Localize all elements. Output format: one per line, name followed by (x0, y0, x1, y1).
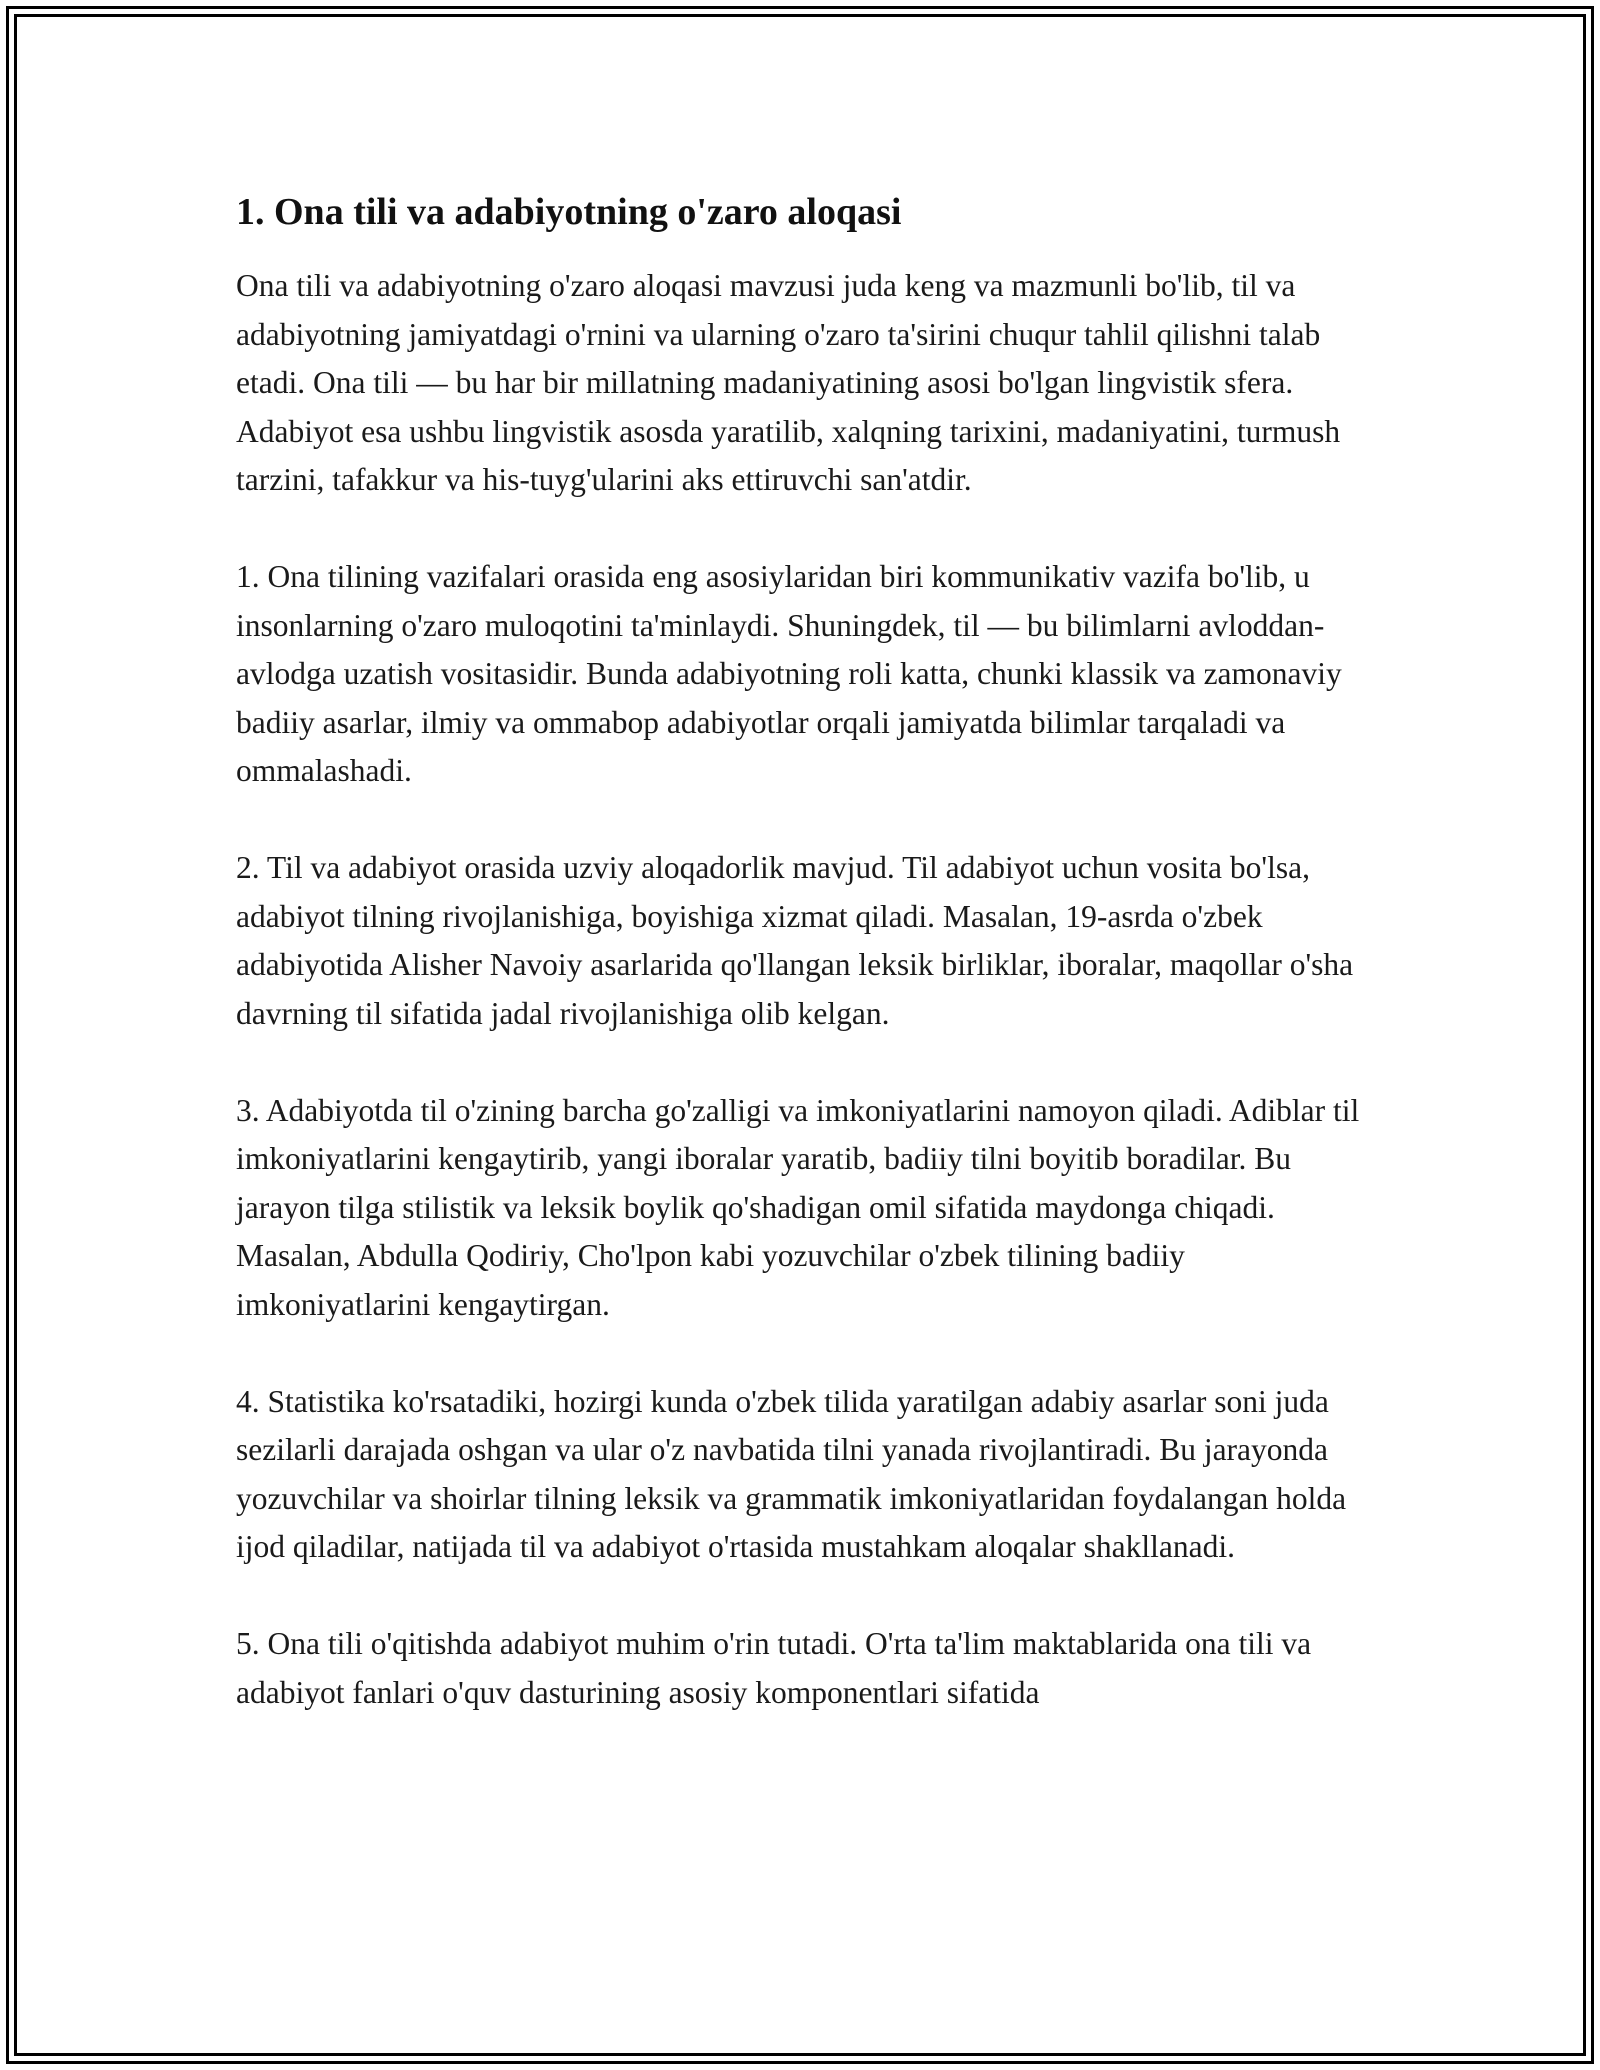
paragraph-intro: Ona tili va adabiyotning o'zaro aloqasi mavzusi juda keng va mazmunli bo'lib, til va adabiyotning jamiyatdagi o'rnini va ularning o'zaro ta'sirini chuqur tahlil qilishni talab etadi. Ona tili — bu har bir millatning madaniyatining asosi bo'lgan lingvistik sfera. Adabiyot esa ushbu lingvistik asosda yaratilib, xalqning tarixini, madaniyatini, turmush tarzini, tafakkur va his-tuyg'ularini aks ettiruvchi san'atdir. (236, 268, 1341, 497)
paragraph-point-1: 1. Ona tilining vazifalari orasida eng asosiylaridan biri kommunikativ vazifa bo'lib, u insonlarning o'zaro muloqotini ta'minlaydi. Shuningdek, til — bu bilimlarni avloddan-avlodga uzatish vositasidir. Bunda adabiyotning roli katta, chunki klassik va zamonaviy badiiy asarlar, ilmiy va ommabop adabiyotlar orqali jamiyatda bilimlar tarqaladi va ommalashadi. (236, 559, 1342, 788)
section-heading: 1. Ona tili va adabiyotning o'zaro aloqasi (236, 191, 902, 233)
paragraph-point-4: 4. Statistika ko'rsatadiki, hozirgi kunda o'zbek tilida yaratilgan adabiy asarlar soni juda sezilarli darajada oshgan va ular o'z navbatida tilni yanada rivojlantiradi. Bu jarayonda yozuvchilar va shoirlar tilning leksik va grammatik imkoniyatlaridan foydalangan holda ijod qiladilar, natijada til va adabiyot o'rtasida mustahkam aloqalar shakllanadi. (236, 1383, 1347, 1564)
paragraph-point-3: 3. Adabiyotda til o'zining barcha go'zalligi va imkoniyatlarini namoyon qiladi. Adiblar til imkoniyatlarini kengaytirib, yangi iboralar yaratib, badiiy tilni boyitib boradilar. Bu jarayon tilga stilistik va leksik boylik qo'shadigan omil sifatida maydonga chiqadi. Masalan, Abdulla Qodiriy, Cho'lpon kabi yozuvchilar o'zbek tilining badiiy imkoniyatlarini kengaytirgan. (236, 1092, 1360, 1322)
paragraph-point-2: 2. Til va adabiyot orasida uzviy aloqadorlik mavjud. Til adabiyot uchun vosita bo'lsa, adabiyot tilning rivojlanishiga, boyishiga xizmat qiladi. Masalan, 19-asrda o'zbek adabiyotida Alisher Navoiy asarlarida qo'llangan leksik birliklar, iboralar, maqollar o'sha davrning til sifatida jadal rivojlanishiga olib kelgan. (236, 850, 1354, 1031)
paragraph-point-5: 5. Ona tili o'qitishda adabiyot muhim o'rin tutadi. O'rta ta'lim maktablarida ona tili va adabiyot fanlari o'quv dasturining asosiy komponentlari sifatida (236, 1626, 1312, 1710)
document-body (236, 188, 1376, 1766)
